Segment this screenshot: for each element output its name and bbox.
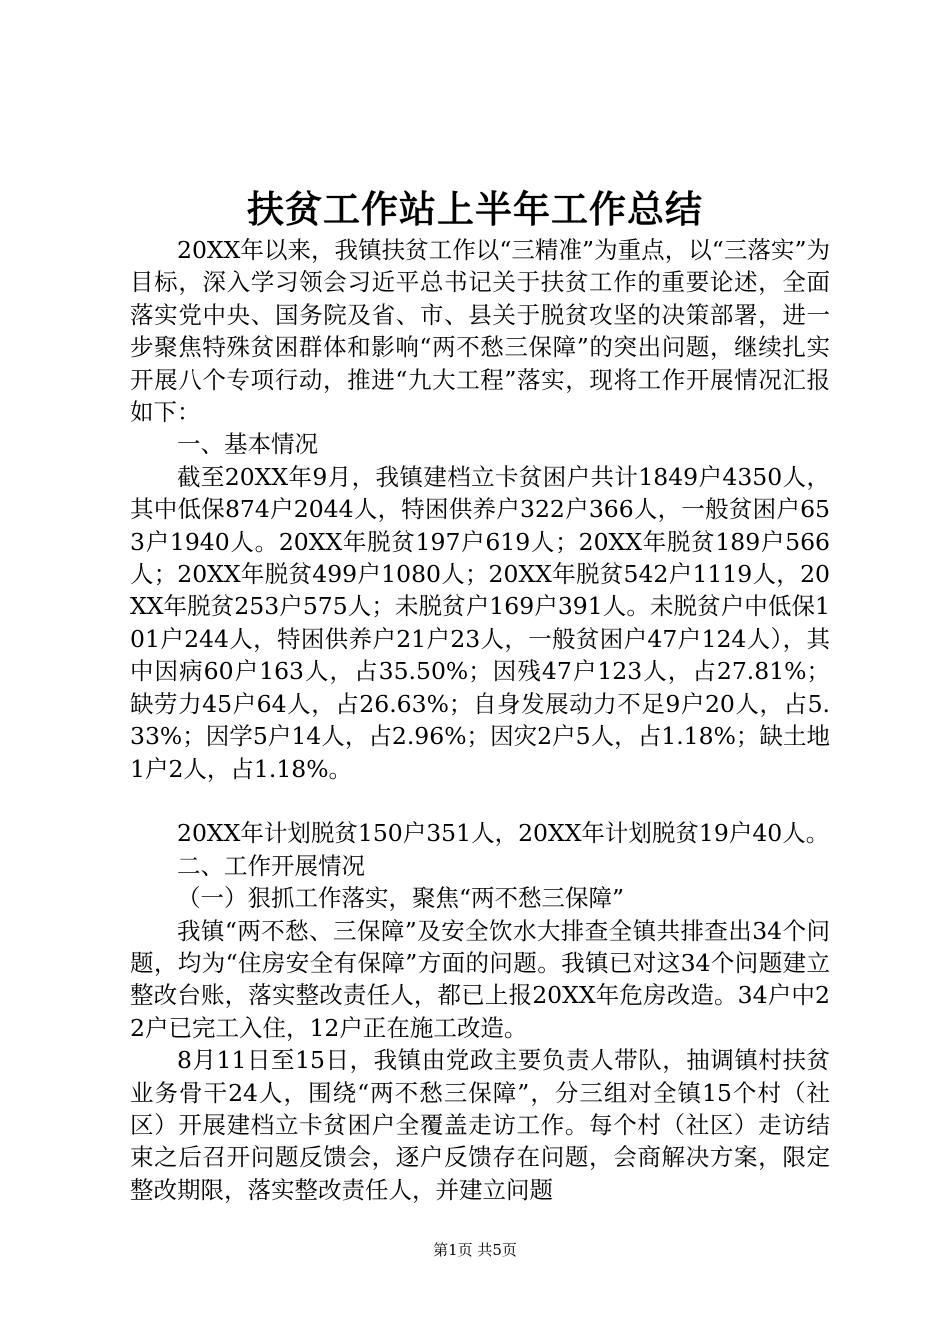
document-title: 扶贫工作站上半年工作总结 bbox=[247, 188, 703, 231]
investigation-paragraph: 我镇“两不愁、三保障”及安全饮水大排查全镇共排查出34个问题，均为“住房安全有保障”方面的问题。我镇已对这34个问题建立整改台账，落实整改责任人，都已上报20XX年危房改造。34户中22户已完工入住，12户正在施工改造。 bbox=[130, 916, 830, 1042]
document-body bbox=[130, 234, 830, 1206]
subsection-heading-1: （一）狠抓工作落实，聚焦“两不愁三保障” bbox=[177, 884, 625, 913]
page-footer: 第1页 共5页 bbox=[433, 1241, 517, 1259]
visit-paragraph: 8月11日至15日，我镇由党政主要负责人带队，抽调镇村扶贫业务骨干24人，围绕“两不愁三保障”，分三组对全镇15个村（社区）开展建档立卡贫困户全覆盖走访工作。每个村（社区）走访结束之后召开问题反馈会，逐户反馈存在问题，会商解决方案，限定整改期限，落实整改责任人，并建立问题 bbox=[130, 1046, 830, 1204]
basic-situation-paragraph: 截至20XX年9月，我镇建档立卡贫困户共计1849户4350人，其中低保874户2044人，特困供养户322户366人，一般贫困户653户1940人。20XX年脱贫197户619人；20XX年脱贫189户566人；20XX年脱贫499户1080人；20XX年脱贫542户1119人，20XX年脱贫253户575人；未脱贫户169户391人。未脱贫户中低保101户244人，特困供养户21户23人，一般贫困户47户124人），其中因病60户163人，占35.50%；因残47户123人，占27.81%；缺劳力45户64人，占26.63%；自身发展动力不足9户20人，占5.33%；因学5户14人，占2.96%；因灾2户5人，占1.18%；缺土地1户2人，占1.18%。 bbox=[130, 462, 830, 783]
section-heading-work-progress: 二、工作开展情况 bbox=[177, 851, 365, 880]
section-heading-basic-situation: 一、基本情况 bbox=[177, 430, 318, 459]
plan-paragraph: 20XX年计划脱贫150户351人，20XX年计划脱贫19户40人。 bbox=[177, 819, 830, 848]
intro-paragraph: 20XX年以来，我镇扶贫工作以“三精准”为重点，以“三落实”为目标，深入学习领会习近平总书记关于扶贫工作的重要论述，全面落实党中央、国务院及省、市、县关于脱贫攻坚的决策部署，进一步聚焦特殊贫困群体和影响“两不愁三保障”的突出问题，继续扎实开展八个专项行动，推进“九大工程”落实，现将工作开展情况汇报如下： bbox=[130, 236, 830, 427]
blank-line bbox=[130, 785, 830, 817]
